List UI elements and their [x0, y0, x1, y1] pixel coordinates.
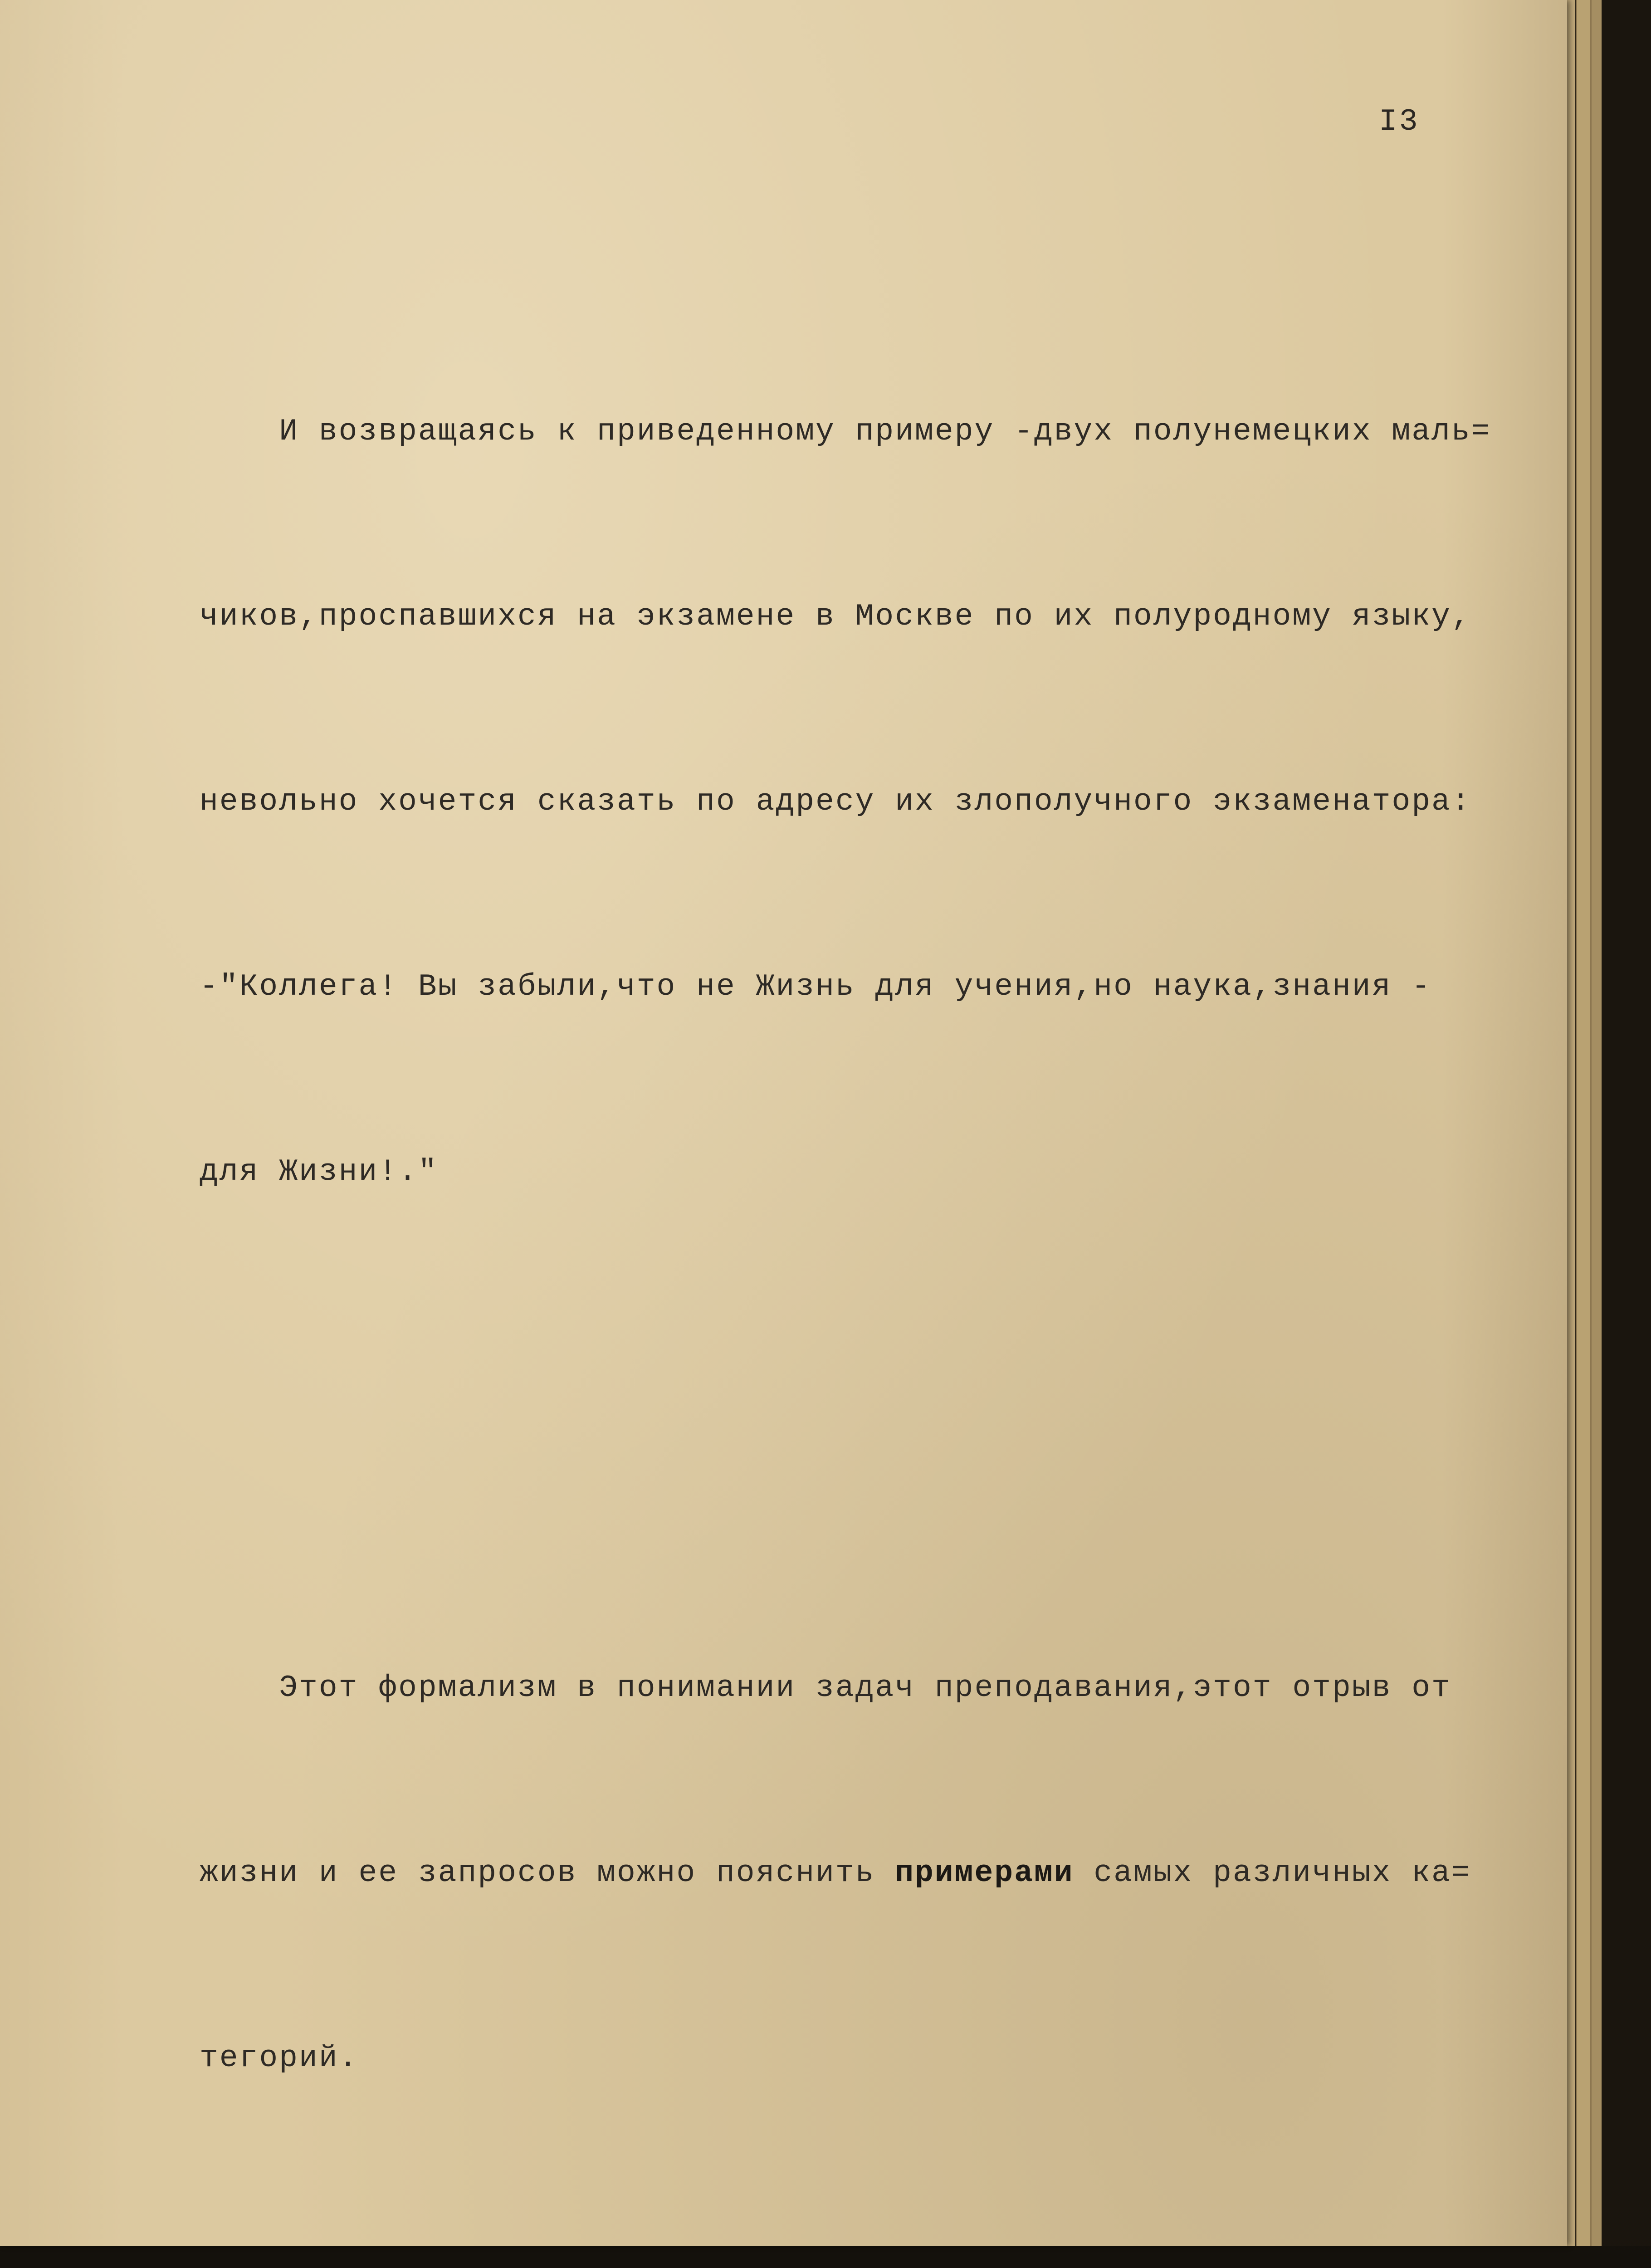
- typewritten-text: [200, 154, 1551, 2268]
- text-line: -"Коллега! Вы забыли,что не Жизнь для учения,но наука,знания -: [200, 969, 1432, 1004]
- text-line: И возвращаясь к приведенному примеру -двух полунемецких маль=: [200, 414, 1491, 449]
- paragraph-gap: [200, 1388, 1551, 1411]
- stacked-sheet-edge: [1576, 0, 1590, 2246]
- text-line: тегорий.: [200, 2041, 359, 2076]
- page-number: I3: [1379, 104, 1420, 139]
- binding-shadow: [1602, 0, 1651, 2246]
- bold-word: примерами: [895, 1856, 1074, 1891]
- text-line: чиков,проспавшихся на экзамене в Москве по их полуродному языку,: [200, 599, 1471, 634]
- text-fragment: самых различных ка=: [1074, 1856, 1471, 1891]
- text-line: [200, 1843, 1551, 1904]
- text-line: Этот формализм в понимании задач преподавания,этот отрыв от: [200, 1671, 1451, 1706]
- stacked-sheet-edge: [1590, 0, 1602, 2246]
- text-line: невольно хочется сказать по адресу их злополучного экзаменатора:: [200, 784, 1471, 819]
- text-line: для Жизни!.": [200, 1154, 438, 1189]
- text-fragment: жизни и ее запросов можно пояснить: [200, 1856, 895, 1891]
